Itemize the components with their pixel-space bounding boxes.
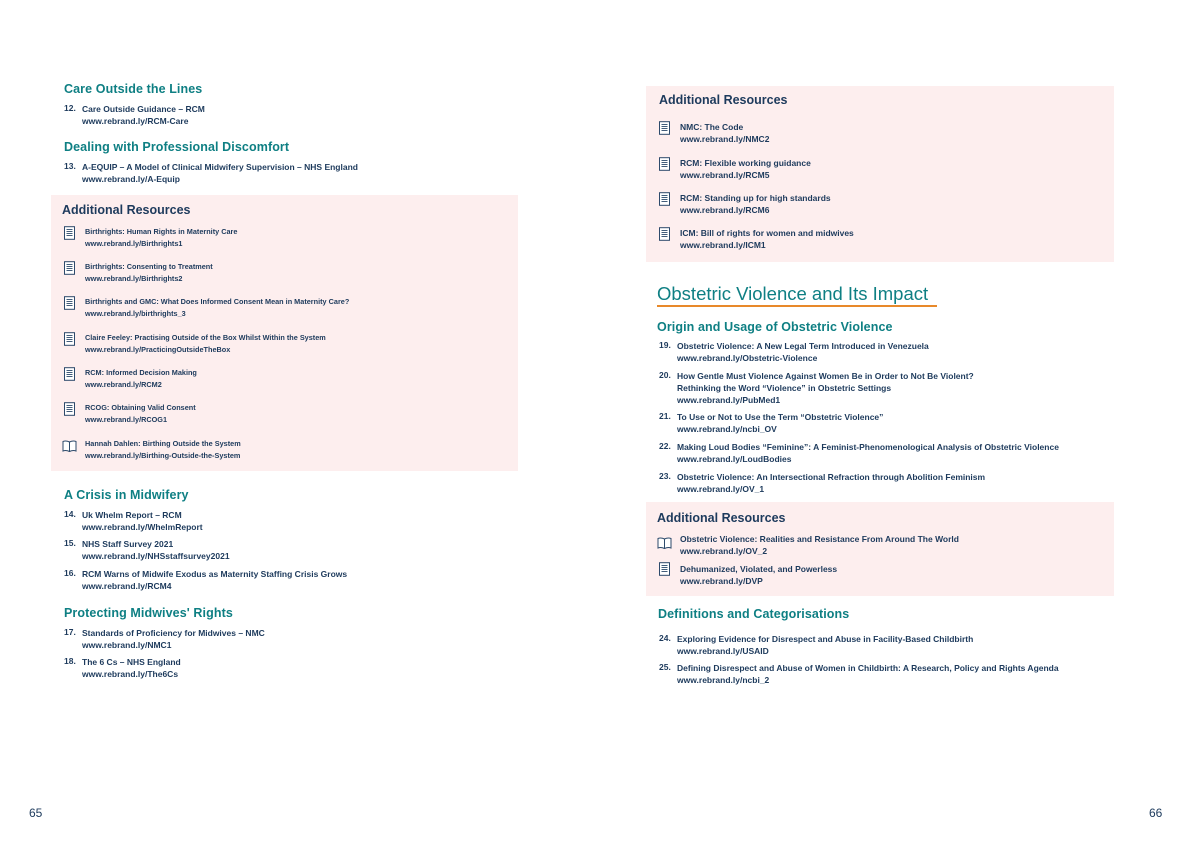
reference-title: The 6 Cs – NHS England	[82, 657, 181, 667]
resource-title: NMC: The Code	[680, 122, 744, 132]
resource-link[interactable]: www.rebrand.ly/RCM6	[680, 205, 770, 215]
reference-title: Obstetric Violence: An Intersectional Refraction through Abolition Feminism	[677, 472, 986, 482]
reference-link[interactable]: www.rebrand.ly/Obstetric-Violence	[677, 353, 818, 363]
resource-link[interactable]: www.rebrand.ly/DVP	[680, 576, 763, 586]
chapter-title: Obstetric Violence and Its Impact	[657, 283, 929, 304]
resource-title: RCM: Standing up for high standards	[680, 193, 831, 203]
item-number: 21.	[659, 411, 671, 421]
reference-title: Making Loud Bodies “Feminine”: A Feminist-Phenomenological Analysis of Obstetric Violence	[677, 442, 1059, 452]
document-icon	[658, 157, 671, 171]
resource-link[interactable]: www.rebrand.ly/Birthing-Outside-the-System	[85, 451, 241, 460]
item-number: 17.	[64, 627, 76, 637]
resource-link[interactable]: www.rebrand.ly/OV_2	[680, 546, 768, 556]
resource-title: Birthrights: Consenting to Treatment	[85, 262, 213, 271]
reference-item	[677, 471, 985, 495]
section-heading-crisis: A Crisis in Midwifery	[64, 488, 189, 502]
reference-link[interactable]: www.rebrand.ly/PubMed1	[677, 395, 781, 405]
reference-item	[677, 370, 974, 406]
item-number: 18.	[64, 656, 76, 666]
reference-title: Care Outside Guidance – RCM	[82, 104, 205, 114]
additional-resources-heading: Additional Resources	[62, 203, 191, 217]
reference-title: NHS Staff Survey 2021	[82, 539, 174, 549]
reference-item	[677, 662, 1059, 686]
resource-link[interactable]: www.rebrand.ly/ICM1	[680, 240, 766, 250]
reference-title: Uk Whelm Report – RCM	[82, 510, 182, 520]
section-heading-definitions: Definitions and Categorisations	[658, 607, 850, 621]
item-number: 13.	[64, 161, 76, 171]
reference-title: Obstetric Violence: A New Legal Term Introduced in Venezuela	[677, 341, 929, 351]
reference-link[interactable]: www.rebrand.ly/ncbi_OV	[677, 424, 777, 434]
document-icon	[63, 367, 76, 381]
reference-link[interactable]: www.rebrand.ly/NMC1	[82, 640, 172, 650]
additional-resources-heading: Additional Resources	[659, 93, 788, 107]
resource-link[interactable]: www.rebrand.ly/RCM2	[85, 380, 162, 389]
item-number: 14.	[64, 509, 76, 519]
document-icon	[658, 227, 671, 241]
item-number: 20.	[659, 370, 671, 380]
reference-item	[677, 411, 883, 435]
item-number: 15.	[64, 538, 76, 548]
resource-title: Dehumanized, Violated, and Powerless	[680, 564, 838, 574]
reference-item	[82, 627, 265, 651]
resource-title: Obstetric Violence: Realities and Resistance From Around The World	[680, 534, 959, 544]
reference-link[interactable]: www.rebrand.ly/A-Equip	[82, 174, 180, 184]
item-number: 16.	[64, 568, 76, 578]
document-icon	[658, 121, 671, 135]
document-icon	[63, 226, 76, 240]
item-number: 22.	[659, 441, 671, 451]
reference-link[interactable]: www.rebrand.ly/NHSstaffsurvey2021	[82, 551, 230, 561]
item-number: 12.	[64, 103, 76, 113]
resource-link[interactable]: www.rebrand.ly/NMC2	[680, 134, 770, 144]
resource-link[interactable]: www.rebrand.ly/RCM5	[680, 170, 770, 180]
reference-title: Exploring Evidence for Disrespect and Abuse in Facility-Based Childbirth	[677, 634, 974, 644]
section-heading-rights: Protecting Midwives' Rights	[64, 606, 233, 620]
book-icon	[62, 439, 77, 453]
reference-link[interactable]: www.rebrand.ly/RCM-Care	[82, 116, 189, 126]
reference-title: How Gentle Must Violence Against Women Be in Order to Not Be Violent?	[677, 371, 974, 381]
reference-title: RCM Warns of Midwife Exodus as Maternity Staffing Crisis Grows	[82, 569, 348, 579]
reference-item	[82, 568, 347, 592]
reference-link[interactable]: www.rebrand.ly/ncbi_2	[677, 675, 770, 685]
reference-item	[82, 538, 230, 562]
document-icon	[63, 332, 76, 346]
reference-title: A-EQUIP – A Model of Clinical Midwifery Supervision – NHS England	[82, 162, 358, 172]
reference-item	[82, 161, 358, 185]
resource-link[interactable]: www.rebrand.ly/Birthrights1	[85, 239, 183, 248]
document-icon	[658, 192, 671, 206]
document-icon	[658, 562, 671, 576]
document-icon	[63, 402, 76, 416]
resource-title: Hannah Dahlen: Birthing Outside the System	[85, 439, 241, 448]
reference-title-line2: Rethinking the Word “Violence” in Obstetric Settings	[677, 383, 892, 393]
item-number: 25.	[659, 662, 671, 672]
reference-title: To Use or Not to Use the Term “Obstetric Violence”	[677, 412, 884, 422]
resource-link[interactable]: www.rebrand.ly/birthrights_3	[85, 309, 186, 318]
section-heading-care-outside: Care Outside the Lines	[64, 82, 203, 96]
book-icon	[657, 536, 672, 550]
document-icon	[63, 296, 76, 310]
resource-title: RCM: Flexible working guidance	[680, 158, 811, 168]
document-icon	[63, 261, 76, 275]
reference-link[interactable]: www.rebrand.ly/OV_1	[677, 484, 765, 494]
item-number: 24.	[659, 633, 671, 643]
resource-title: ICM: Bill of rights for women and midwives	[680, 228, 854, 238]
reference-item	[677, 441, 1059, 465]
item-number: 23.	[659, 471, 671, 481]
reference-link[interactable]: www.rebrand.ly/The6Cs	[82, 669, 179, 679]
reference-item	[82, 656, 181, 680]
resource-link[interactable]: www.rebrand.ly/Birthrights2	[85, 274, 183, 283]
reference-link[interactable]: www.rebrand.ly/WhelmReport	[82, 522, 203, 532]
section-heading-origin: Origin and Usage of Obstetric Violence	[657, 320, 893, 334]
resource-title: RCOG: Obtaining Valid Consent	[85, 403, 196, 412]
resource-link[interactable]: www.rebrand.ly/RCOG1	[85, 415, 168, 424]
resource-title: Claire Feeley: Practising Outside of the Box Whilst Within the System	[85, 333, 326, 342]
title-underline	[657, 305, 937, 307]
section-heading-discomfort: Dealing with Professional Discomfort	[64, 140, 290, 154]
reference-link[interactable]: www.rebrand.ly/USAID	[677, 646, 769, 656]
reference-item	[82, 509, 203, 533]
reference-item	[677, 340, 929, 364]
additional-resources-heading: Additional Resources	[657, 511, 786, 525]
page-number: 66	[1149, 806, 1163, 820]
reference-item	[82, 103, 205, 127]
reference-title: Defining Disrespect and Abuse of Women in Childbirth: A Research, Policy and Rights Agenda	[677, 663, 1059, 673]
item-number: 19.	[659, 340, 671, 350]
reference-item	[677, 633, 973, 657]
resource-title: Birthrights and GMC: What Does Informed Consent Mean in Maternity Care?	[85, 297, 350, 306]
page-number: 65	[29, 806, 43, 820]
reference-link[interactable]: www.rebrand.ly/LoudBodies	[677, 454, 792, 464]
resource-title: Birthrights: Human Rights in Maternity Care	[85, 227, 238, 236]
reference-title: Standards of Proficiency for Midwives – NMC	[82, 628, 265, 638]
resource-title: RCM: Informed Decision Making	[85, 368, 197, 377]
reference-link[interactable]: www.rebrand.ly/RCM4	[82, 581, 172, 591]
resource-link[interactable]: www.rebrand.ly/PracticingOutsideTheBox	[85, 345, 231, 354]
